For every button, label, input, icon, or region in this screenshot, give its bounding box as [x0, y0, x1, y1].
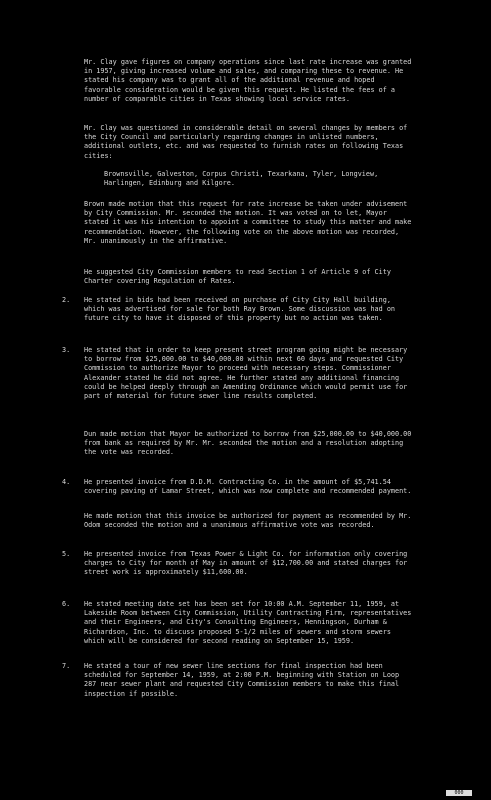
- paragraph-power-invoice: He presented invoice from Texas Power & Light Co. for information only covering charges to City for month of May in amount of $12,700.00 and stated charges for street work is approximately $11,600.00.: [84, 550, 412, 577]
- paragraph-council-questions: Mr. Clay was questioned in considerable detail on several changes by members of the City Council and particularly regarding changes in unlisted numbers, additional outlets, etc. and was requested to furnish rates on following Texas cities:: [84, 124, 412, 160]
- item-number-4: 4.: [62, 478, 71, 486]
- paragraph-street-program-loan: He stated that in order to keep present street program going might be necessary to borrow from $25,000.00 to $40,000.00 within next 60 days and requested City Commission to authorize Mayor to proceed with necessary steps. Commissioner Alexander stated he did not agree. He further stated any additional financing could be helped deeply through an Amending Ordinance which would permit use for part of material for future sewer line results completed.: [84, 346, 412, 401]
- paragraph-city-list: Brownsville, Galveston, Corpus Christi, Texarkana, Tyler, Longview, Harlingen, Edinburg and Kilgore.: [104, 170, 383, 188]
- paragraph-city-hall-bids: He stated in bids had been received on purchase of City City Hall building, which was advertised for sale for both Ray Brown. Some discussion was had on future city to have it disposed of this property but no action was taken.: [84, 296, 400, 323]
- paragraph-sewer-tour: He stated a tour of new sewer line sections for final inspection had been scheduled for September 14, 1959, at 2:00 P.M. beginning with Station on Loop 287 near sewer plant and requested City Commission members to make this final inspection if possible.: [84, 662, 404, 698]
- paragraph-motion-advisement: Brown made motion that this request for rate increase be taken under advisement by City Commission. Mr. seconded the motion. It was voted on to let, Mayor stated it was his intention to appoint a committee to study this matter and make recommendation. However, the following vote on the above motion was recorded, Mr. unanimously in the affirmative.: [84, 200, 416, 245]
- paragraph-paving-invoice: He presented invoice from D.D.M. Contracting Co. in the amount of $5,741.54 covering paving of Lamar Street, which was now complete and recommended payment.: [84, 478, 412, 496]
- item-number-6: 6.: [62, 600, 71, 608]
- paragraph-payment-motion: He made motion that this invoice be authorized for payment as recommended by Mr. Odom seconded the motion and a unanimous affirmative vote was recorded.: [84, 512, 416, 530]
- item-number-7: 7.: [62, 662, 71, 670]
- paragraph-charter-reference: He suggested City Commission members to read Section 1 of Article 9 of City Charter covering Regulation of Rates.: [84, 268, 395, 286]
- paragraph-borrow-motion: Dun made motion that Mayor be authorized to borrow from $25,000.00 to $40,000.00 from bank as required by Mr. Mr. seconded the motion and a resolution adopting the vote was recorded.: [84, 430, 416, 457]
- page-corner-mark: 000: [446, 790, 472, 796]
- paragraph-meeting-date: He stated meeting date set has been set for 10:00 A.M. September 11, 1959, at Lakeside Room between City Commission, Utility Contracting Firm, representatives and their Engineers, and City's Consulting Engineers, Henningson, Durham & Richardson, Inc. to discuss proposed 5-1/2 miles of sewers and storm sewers which will be considered for second reading on September 15, 1959.: [84, 600, 416, 645]
- paragraph-rate-history: Mr. Clay gave figures on company operations since last rate increase was granted in 1957, giving increased volume and sales, and comparing these to revenue. He stated his company was to grant all of the additional revenue and hoped favorable consideration would be given this request. He listed the fees of a number of comparable cities in Texas showing local service rates.: [84, 58, 416, 103]
- item-number-3: 3.: [62, 346, 71, 354]
- item-number-2: 2.: [62, 296, 71, 304]
- item-number-5: 5.: [62, 550, 71, 558]
